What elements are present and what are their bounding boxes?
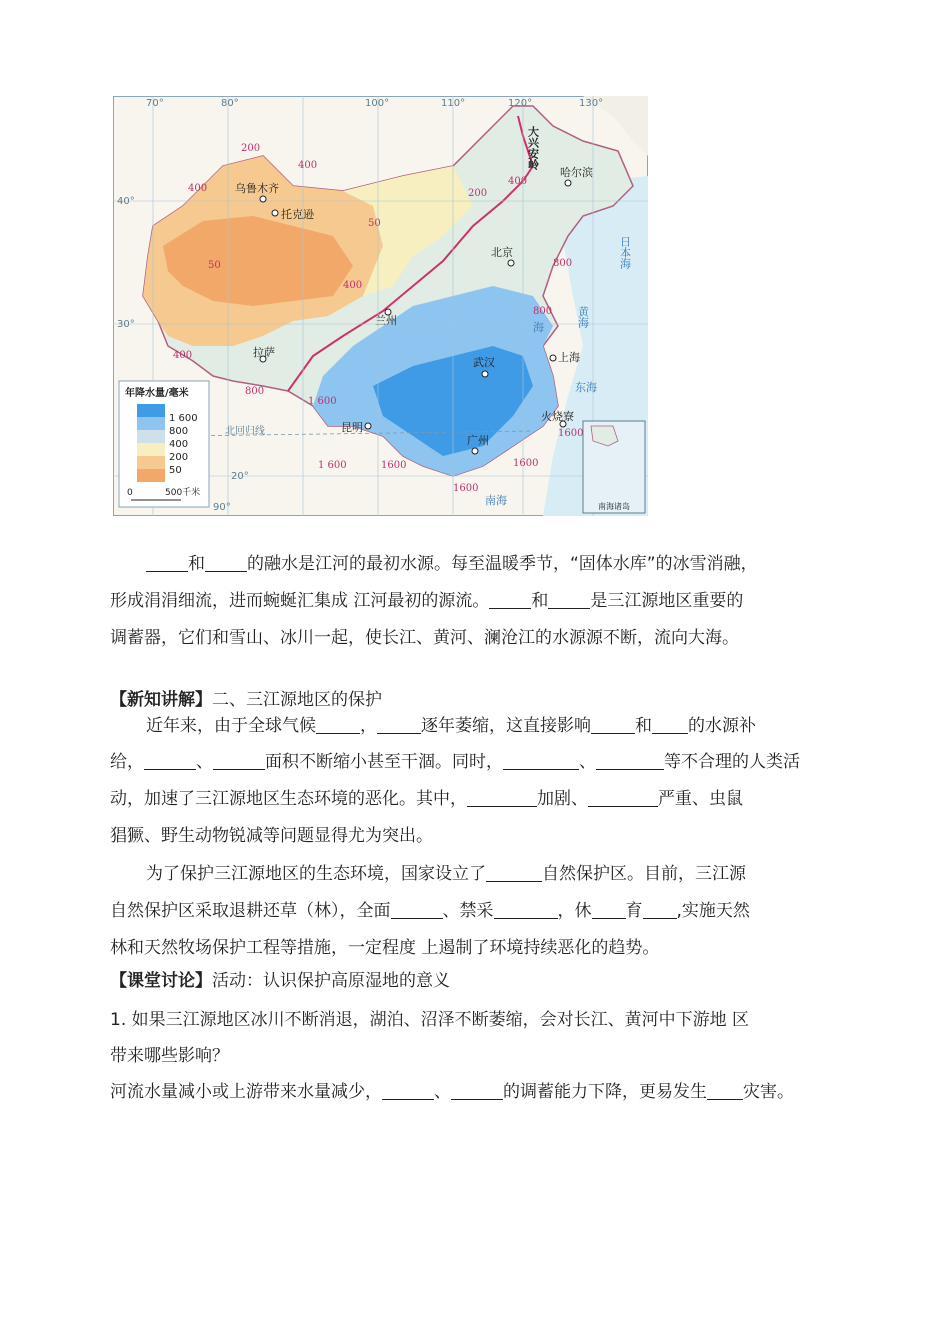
isohyet-label: 400: [173, 350, 193, 361]
text-segment: 加剧、: [537, 789, 588, 809]
fill-blank[interactable]: [146, 554, 188, 572]
legend-swatch: [137, 456, 165, 469]
isohyet-label: 800: [245, 386, 265, 397]
isohyet-label: 1600: [381, 460, 407, 471]
heading-tag: 【新知讲解】: [110, 690, 212, 710]
legend-value: 200: [169, 452, 189, 463]
lon-label-110: 110°: [441, 98, 466, 109]
fill-blank[interactable]: [489, 591, 531, 609]
city-beijing: 北京: [491, 246, 513, 259]
fill-blank[interactable]: [591, 716, 635, 734]
paragraph-water-source: [110, 546, 850, 582]
text-segment: 的融水是江河的最初水源。每至温暖季节，“固体水库”的冰雪消融，: [247, 554, 758, 574]
text-segment: 育: [625, 901, 643, 921]
text-segment: 面积不断缩小甚至干涸。同时，: [265, 752, 503, 772]
text-segment: 灾害。: [743, 1082, 794, 1102]
lat-label-40: 40°: [117, 196, 135, 207]
fill-blank[interactable]: [494, 901, 558, 919]
paragraph-protect-3: [110, 781, 850, 817]
paragraph-reserve-2: [110, 893, 850, 929]
isohyet-label: 1 600: [308, 396, 337, 407]
fill-blank[interactable]: [451, 1082, 503, 1100]
paragraph-reserve-1: [110, 856, 850, 892]
city-toksun: 托克逊: [281, 208, 314, 221]
fill-blank[interactable]: [213, 752, 265, 770]
sea-south: 南海: [485, 494, 507, 507]
isohyet-label: 400: [508, 176, 528, 187]
legend-value: 1 600: [169, 413, 198, 424]
isohyet-label: 800: [533, 306, 553, 317]
legend-swatch: [137, 443, 165, 456]
lon-label-80: 80°: [221, 98, 239, 109]
paragraph-line-3: 调蓄器，它们和雪山、冰川一起，使长江、黄河、澜沧江的水源源不断，流向大海。: [110, 628, 739, 648]
text-segment: 是三江源地区重要的: [590, 591, 744, 611]
fill-blank[interactable]: [588, 789, 658, 807]
text-segment: 给，: [110, 752, 144, 772]
city-wuhan: 武汉: [473, 356, 495, 369]
sea-japan: 日本海: [618, 236, 632, 269]
isohyet-label: 800: [553, 258, 573, 269]
text-segment: 为了保护三江源地区的生态环境，国家设立了: [146, 864, 486, 884]
lon-label-130: 130°: [579, 98, 604, 109]
text-segment: 形成涓涓细流，进而蜿蜒汇集成 江河最初的源流。: [110, 591, 490, 611]
isohyet-label: 400: [343, 280, 363, 291]
heading-title: 活动：认识保护高原湿地的意义: [212, 971, 450, 991]
city-guangzhou: 广州: [467, 434, 489, 447]
city-urumqi: 乌鲁木齐: [235, 182, 279, 195]
scale-zero: 0: [127, 488, 133, 498]
paragraph-reserve-3: 林和天然牧场保护工程等措施，一定程度 上遏制了环境持续恶化的趋势。: [110, 938, 660, 958]
text-segment: 河流水量减小或上游带来水量减少，: [110, 1082, 382, 1102]
legend-title: 年降水量/毫米: [125, 388, 189, 399]
text-segment: 等不合理的人类活: [664, 752, 800, 772]
isohyet-label: 1600: [558, 428, 584, 439]
text-segment: 、禁采: [442, 901, 494, 921]
city-kunming: 昆明: [341, 421, 363, 434]
fill-blank[interactable]: [503, 752, 579, 770]
sea-yellow: 黄海: [576, 306, 590, 328]
lat-label-30: 30°: [117, 319, 135, 330]
isohyet-label: 1600: [513, 458, 539, 469]
legend-value: 400: [169, 439, 189, 450]
text-segment: 的调蓄能力下降，更易发生: [503, 1082, 707, 1102]
isohyet-label: 1 600: [318, 460, 347, 471]
paragraph-protect-4: 猖獗、野生动物锐减等问题显得尤为突出。: [110, 826, 433, 846]
city-huoshaoliao: 火烧寮: [541, 410, 574, 423]
legend-value: 800: [169, 426, 189, 437]
fill-blank[interactable]: [596, 752, 664, 770]
lat-label-20: 20°: [231, 471, 249, 482]
precipitation-map: [113, 96, 648, 516]
fill-blank[interactable]: [377, 716, 421, 734]
answer-1: [110, 1074, 850, 1110]
city-harbin: 哈尔滨: [560, 166, 593, 179]
text-and: 和: [188, 554, 205, 574]
text-segment: 逐年萎缩，这直接影响: [421, 716, 591, 736]
city-shanghai: 上海: [558, 351, 580, 364]
city-lhasa: 拉萨: [253, 346, 275, 359]
lon-label-70: 70°: [146, 98, 164, 109]
text-segment: 、: [434, 1082, 451, 1102]
heading-title: 二、三江源地区的保护: [212, 690, 382, 710]
sea-generic: 海: [533, 321, 544, 334]
text-segment: 的水源补: [688, 716, 756, 736]
city-lanzhou: 兰州: [375, 314, 397, 327]
isohyet-label: 200: [241, 143, 261, 154]
isohyet-label: 1600: [453, 483, 479, 494]
isohyet-label: 400: [188, 183, 208, 194]
fill-blank[interactable]: [548, 591, 590, 609]
text-segment: 近年来，由于全球气候: [146, 716, 316, 736]
text-segment: 自然保护区采取退耕还草（林），全面: [110, 901, 391, 921]
legend-swatch: [137, 417, 165, 430]
legend-swatch: [137, 430, 165, 443]
lon-label-90: 90°: [213, 502, 231, 513]
fill-blank[interactable]: [592, 901, 626, 919]
paragraph-line-2: [110, 583, 850, 619]
range-daxinganling: 大兴安岭: [526, 126, 540, 170]
lon-label-100: 100°: [365, 98, 390, 109]
map-legend: [119, 381, 209, 507]
fill-blank[interactable]: [382, 1082, 434, 1100]
text-segment: ，休: [557, 901, 592, 921]
isohyet-label: 50: [368, 218, 381, 229]
legend-swatch: [137, 404, 165, 417]
question-1: 1. 如果三江源地区冰川不断消退，湖泊、沼泽不断萎缩，会对长江、黄河中下游地 区: [110, 1010, 750, 1030]
fill-blank[interactable]: [144, 752, 196, 770]
isohyet-label: 200: [468, 188, 488, 199]
heading-tag: 【课堂讨论】: [110, 971, 212, 991]
text-segment: ，: [360, 716, 377, 736]
legend-value: 50: [169, 465, 182, 476]
section-heading-discussion: [110, 966, 450, 996]
fill-blank[interactable]: [652, 716, 688, 734]
text-segment: 严重、虫鼠: [658, 789, 743, 809]
isohyet-label: 50: [208, 260, 221, 271]
text-segment: 动，加速了三江源地区生态环境的恶化。其中，: [110, 789, 467, 809]
lon-label-120: 120°: [508, 98, 533, 109]
fill-blank[interactable]: [205, 554, 247, 572]
text-and: 和: [531, 591, 549, 611]
paragraph-protect-2: [110, 744, 850, 780]
fill-blank[interactable]: [643, 901, 677, 919]
fill-blank[interactable]: [486, 864, 542, 882]
text-segment: 和: [635, 716, 652, 736]
scale-label: 500千米: [165, 488, 201, 498]
text-segment: 自然保护区。目前，三江源: [542, 864, 746, 884]
legend-swatch: [137, 469, 165, 482]
text-segment: ,实施天然: [676, 901, 750, 921]
fill-blank[interactable]: [316, 716, 360, 734]
text-segment: 、: [579, 752, 596, 772]
paragraph-protect-1: [110, 708, 850, 744]
sea-east: 东海: [575, 381, 597, 394]
question-1-cont: 带来哪些影响？: [110, 1046, 229, 1066]
fill-blank[interactable]: [391, 901, 443, 919]
fill-blank[interactable]: [467, 789, 537, 807]
text-segment: 、: [196, 752, 213, 772]
tropic-label: 北回归线: [225, 426, 265, 437]
fill-blank[interactable]: [707, 1082, 743, 1100]
isohyet-label: 400: [298, 160, 318, 171]
inset-label: 南海诸岛: [598, 502, 630, 511]
